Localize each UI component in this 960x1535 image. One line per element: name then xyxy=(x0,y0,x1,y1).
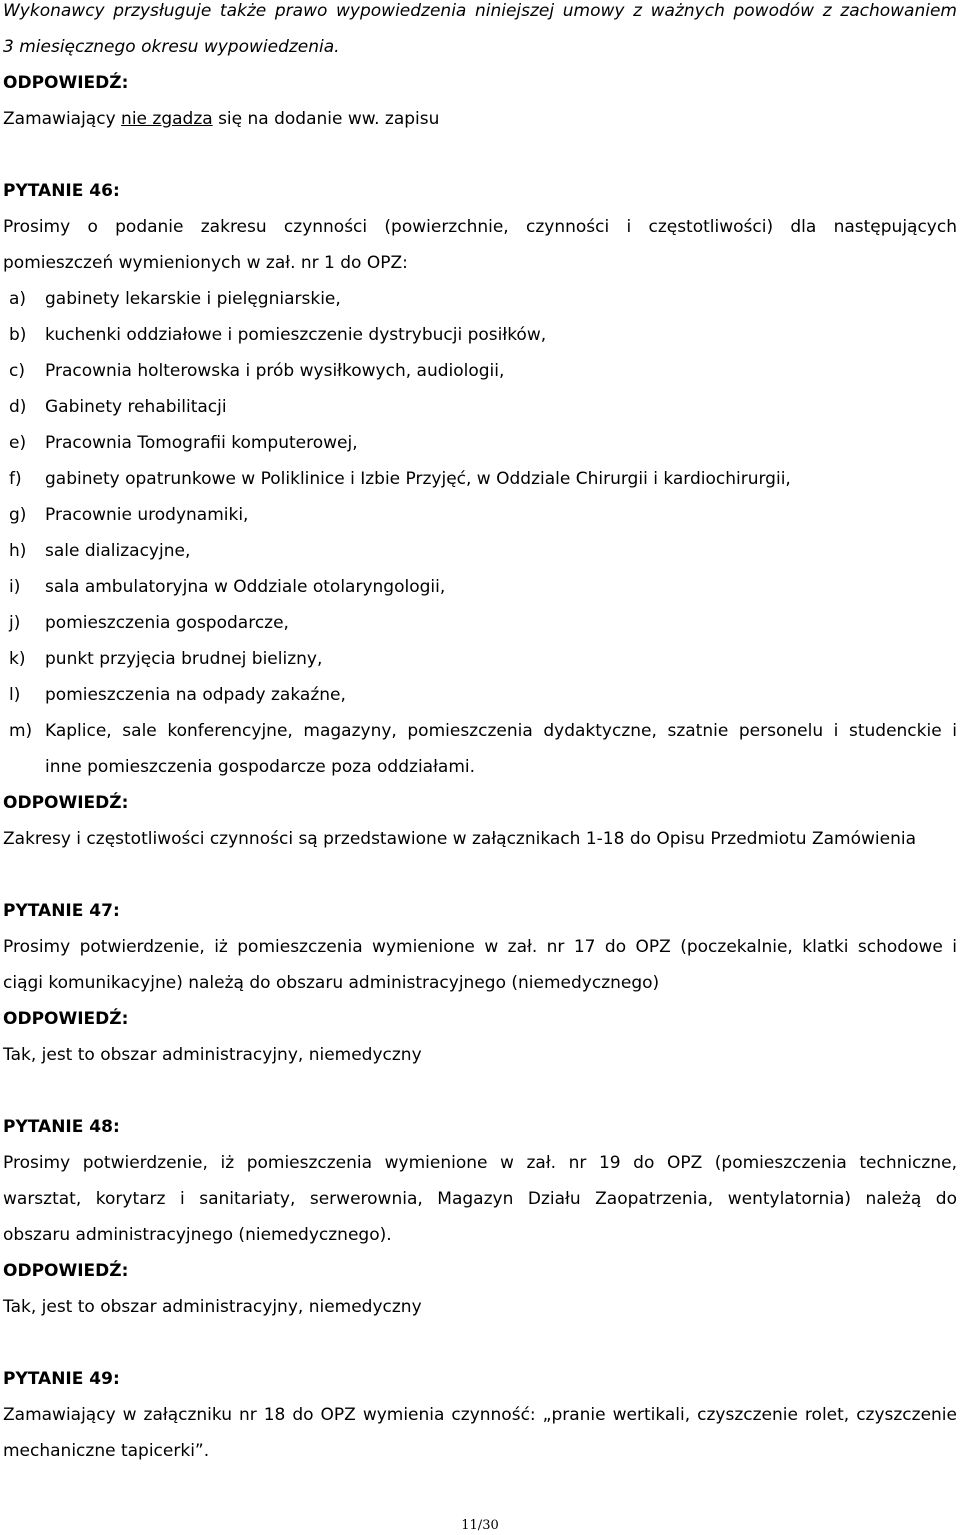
list-item-label: g) xyxy=(9,505,27,525)
list-item-label: a) xyxy=(9,289,27,309)
list-item-label: l) xyxy=(9,685,21,705)
answer-label: ODPOWIEDŹ: xyxy=(3,1261,129,1281)
answer-45-pre: Zamawiający xyxy=(3,109,122,129)
question-48-line-2: warsztat, korytarz i sanitariaty, serwerownia, Magazyn Działu Zaopatrzenia, wentylatornia) należą do xyxy=(3,1189,957,1209)
list-item-label: c) xyxy=(9,361,25,381)
list-item-label: f) xyxy=(9,469,22,489)
question-47-title: PYTANIE 47: xyxy=(3,901,120,921)
question-46-line-1: Prosimy o podanie zakresu czynności (powierzchnie, czynności i częstotliwości) dla następujących xyxy=(3,217,957,237)
answer-47-text: Tak, jest to obszar administracyjny, niemedyczny xyxy=(3,1045,422,1065)
list-item-label: b) xyxy=(9,325,27,345)
question-47-line-2: ciągi komunikacyjne) należą do obszaru administracyjnego (niemedycznego) xyxy=(3,973,660,993)
answer-48-text: Tak, jest to obszar administracyjny, niemedyczny xyxy=(3,1297,422,1317)
list-item-text: pomieszczenia na odpady zakaźne, xyxy=(45,685,346,705)
list-item-label: h) xyxy=(9,541,27,561)
question-48-title: PYTANIE 48: xyxy=(3,1117,120,1137)
list-item-label: m) xyxy=(9,721,33,741)
question-49-line-1: Zamawiający w załączniku nr 18 do OPZ wymienia czynność: „pranie wertikali, czyszczenie rolet, czyszczenie xyxy=(3,1405,957,1425)
list-item-text: sala ambulatoryjna w Oddziale otolaryngologii, xyxy=(45,577,446,597)
list-item-label: j) xyxy=(9,613,21,633)
question-48-line-1: Prosimy potwierdzenie, iż pomieszczenia wymienione w zał. nr 19 do OPZ (pomieszczenia techniczne, xyxy=(3,1153,957,1173)
list-item-text: gabinety lekarskie i pielęgniarskie, xyxy=(45,289,341,309)
answer-45-underlined: nie zgadza xyxy=(121,109,213,129)
list-item-label: d) xyxy=(9,397,27,417)
list-item-text: pomieszczenia gospodarcze, xyxy=(45,613,289,633)
answer-label: ODPOWIEDŹ: xyxy=(3,73,129,93)
list-item-text: kuchenki oddziałowe i pomieszczenie dystrybucji posiłków, xyxy=(45,325,547,345)
list-item-text: sale dializacyjne, xyxy=(45,541,191,561)
answer-45-post: się na dodanie ww. zapisu xyxy=(212,109,440,129)
answer-label: ODPOWIEDŹ: xyxy=(3,1009,129,1029)
intro-line-2: 3 miesięcznego okresu wypowiedzenia. xyxy=(3,37,340,57)
question-47-line-1: Prosimy potwierdzenie, iż pomieszczenia wymienione w zał. nr 17 do OPZ (poczekalnie, klatki schodowe i xyxy=(3,937,957,957)
list-item-m-line-2: inne pomieszczenia gospodarcze poza oddziałami. xyxy=(45,757,476,777)
question-46-title: PYTANIE 46: xyxy=(3,181,120,201)
list-item-text: Pracownia Tomografii komputerowej, xyxy=(45,433,358,453)
question-49-title: PYTANIE 49: xyxy=(3,1369,120,1389)
question-49-line-2: mechaniczne tapicerki”. xyxy=(3,1441,210,1461)
list-item-text: Gabinety rehabilitacji xyxy=(45,397,227,417)
page-number: 11/30 xyxy=(461,1518,499,1533)
question-46-line-2: pomieszczeń wymienionych w zał. nr 1 do OPZ: xyxy=(3,253,408,273)
list-item-label: e) xyxy=(9,433,27,453)
answer-46-text: Zakresy i częstotliwości czynności są przedstawione w załącznikach 1-18 do Opisu Przedmiotu Zamówienia xyxy=(3,829,917,849)
question-48-line-3: obszaru administracyjnego (niemedycznego). xyxy=(3,1225,392,1245)
list-item-text: Pracownia holterowska i prób wysiłkowych, audiologii, xyxy=(45,361,505,381)
answer-label: ODPOWIEDŹ: xyxy=(3,793,129,813)
list-item-m-line-1: Kaplice, sale konferencyjne, magazyny, pomieszczenia dydaktyczne, szatnie personelu i studenckie i xyxy=(45,721,957,741)
list-item-label: k) xyxy=(9,649,26,669)
list-item-text: punkt przyjęcia brudnej bielizny, xyxy=(45,649,323,669)
answer-45-text xyxy=(3,108,957,130)
list-item-label: i) xyxy=(9,577,21,597)
intro-line-1: Wykonawcy przysługuje także prawo wypowiedzenia niniejszej umowy z ważnych powodów z zachowaniem xyxy=(3,1,957,21)
list-item-text: Pracownie urodynamiki, xyxy=(45,505,249,525)
list-item-text: gabinety opatrunkowe w Poliklinice i Izbie Przyjęć, w Oddziale Chirurgii i kardiochirurgii, xyxy=(45,469,791,489)
